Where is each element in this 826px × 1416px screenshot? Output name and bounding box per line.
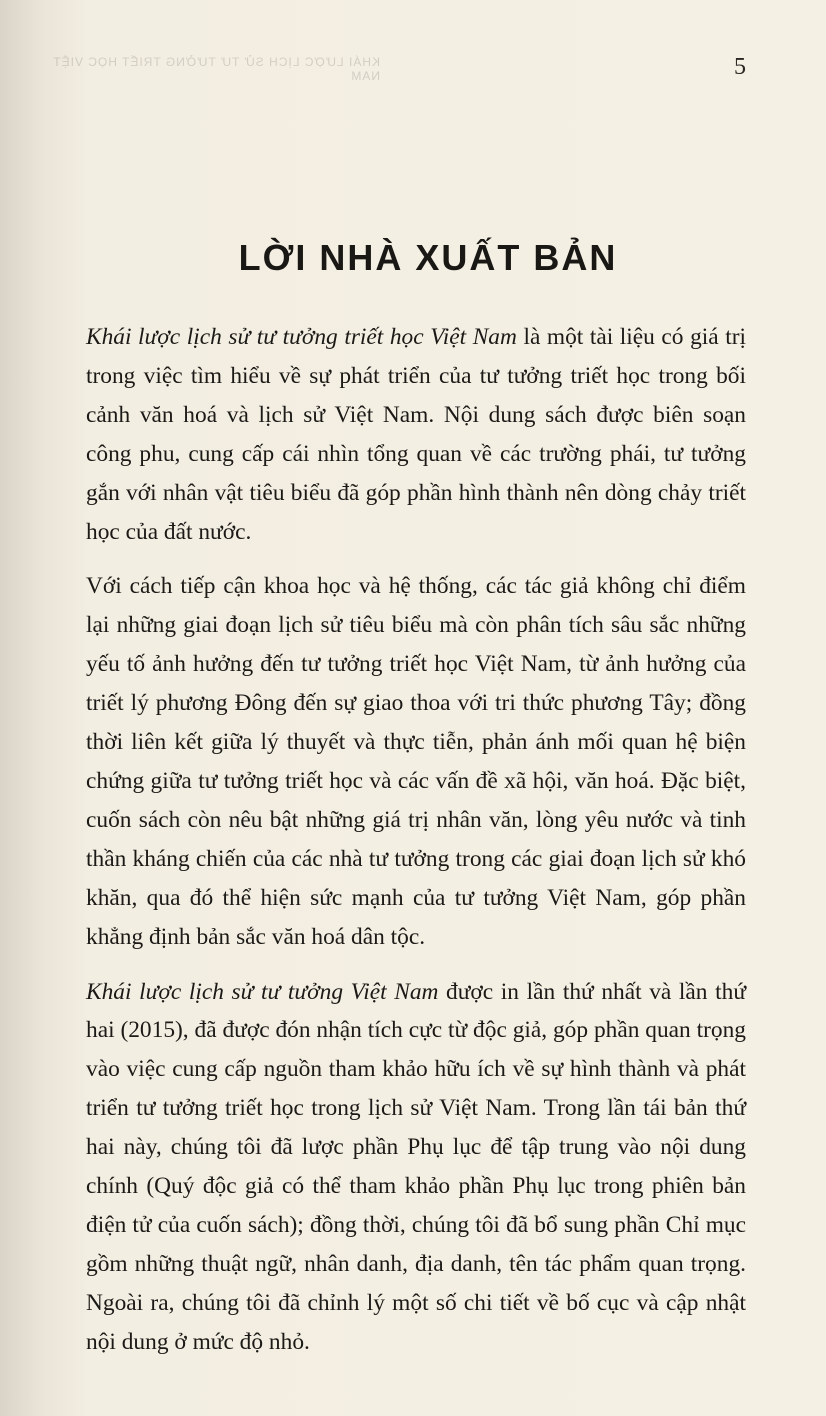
paragraph-text: là một tài liệu có giá trị trong việc tìm hiểu về sự phát triển của tư tưởng triết học trong bối cảnh văn hoá và lịch sử Việt Nam. Nội dung sách được biên soạn công phu, cung cấp cái nhìn tổng quan về các trường phái, tư tưởng gắn với nhân vật tiêu biểu đã góp phần hình thành nên dòng chảy triết học của đất nước. [86, 324, 746, 545]
paragraph-text: Với cách tiếp cận khoa học và hệ thống, các tác giả không chỉ điểm lại những giai đoạn lịch sử tiêu biểu mà còn phân tích sâu sắc những yếu tố ảnh hưởng đến tư tưởng triết học Việt Nam, từ ảnh hưởng của triết lý phương Đông đến sự giao thoa với tri thức phương Tây; đồng thời liên kết giữa lý thuyết và thực tiễn, phản ánh mối quan hệ biện chứng giữa tư tưởng triết học và các vấn đề xã hội, văn hoá. Đặc biệt, cuốn sách còn nêu bật những giá trị nhân văn, lòng yêu nước và tinh thần kháng chiến của các nhà tư tưởng trong các giai đoạn lịch sử khó khăn, qua đó thể hiện sức mạnh của tư tưởng Việt Nam, góp phần khẳng định bản sắc văn hoá dân tộc. [86, 573, 746, 950]
page-number: 5 [734, 54, 746, 80]
paragraph-3 [86, 973, 746, 1362]
paragraph-text: được in lần thứ nhất và lần thứ hai (2015), đã được đón nhận tích cực từ độc giả, góp phần quan trọng vào việc cung cấp nguồn tham khảo hữu ích về sự hình thành và phát triển tư tưởng triết học trong lịch sử Việt Nam. Trong lần tái bản thứ hai này, chúng tôi đã lược phần Phụ lục để tập trung vào nội dung chính (Quý độc giả có thể tham khảo phần Phụ lục trong phiên bản điện tử của cuốn sách); đồng thời, chúng tôi đã bổ sung phần Chỉ mục gồm những thuật ngữ, nhân danh, địa danh, tên tác phẩm quan trọng. Ngoài ra, chúng tôi đã chỉnh lý một số chi tiết về bố cục và cập nhật nội dung ở mức độ nhỏ. [86, 978, 746, 1355]
book-title-italic: Khái lược lịch sử tư tưởng triết học Việt Nam [86, 324, 517, 350]
paragraph-1 [86, 318, 746, 551]
page-title: LỜI NHÀ XUẤT BẢN [238, 237, 618, 278]
body-text [86, 318, 746, 1378]
book-title-italic: Khái lược lịch sử tư tưởng Việt Nam [86, 978, 439, 1005]
paragraph-2 [86, 567, 746, 956]
bleed-through-header: KHÁI LƯỢC LỊCH SỬ TƯ TƯỞNG TRIẾT HỌC VIỆT NAM [52, 55, 380, 83]
